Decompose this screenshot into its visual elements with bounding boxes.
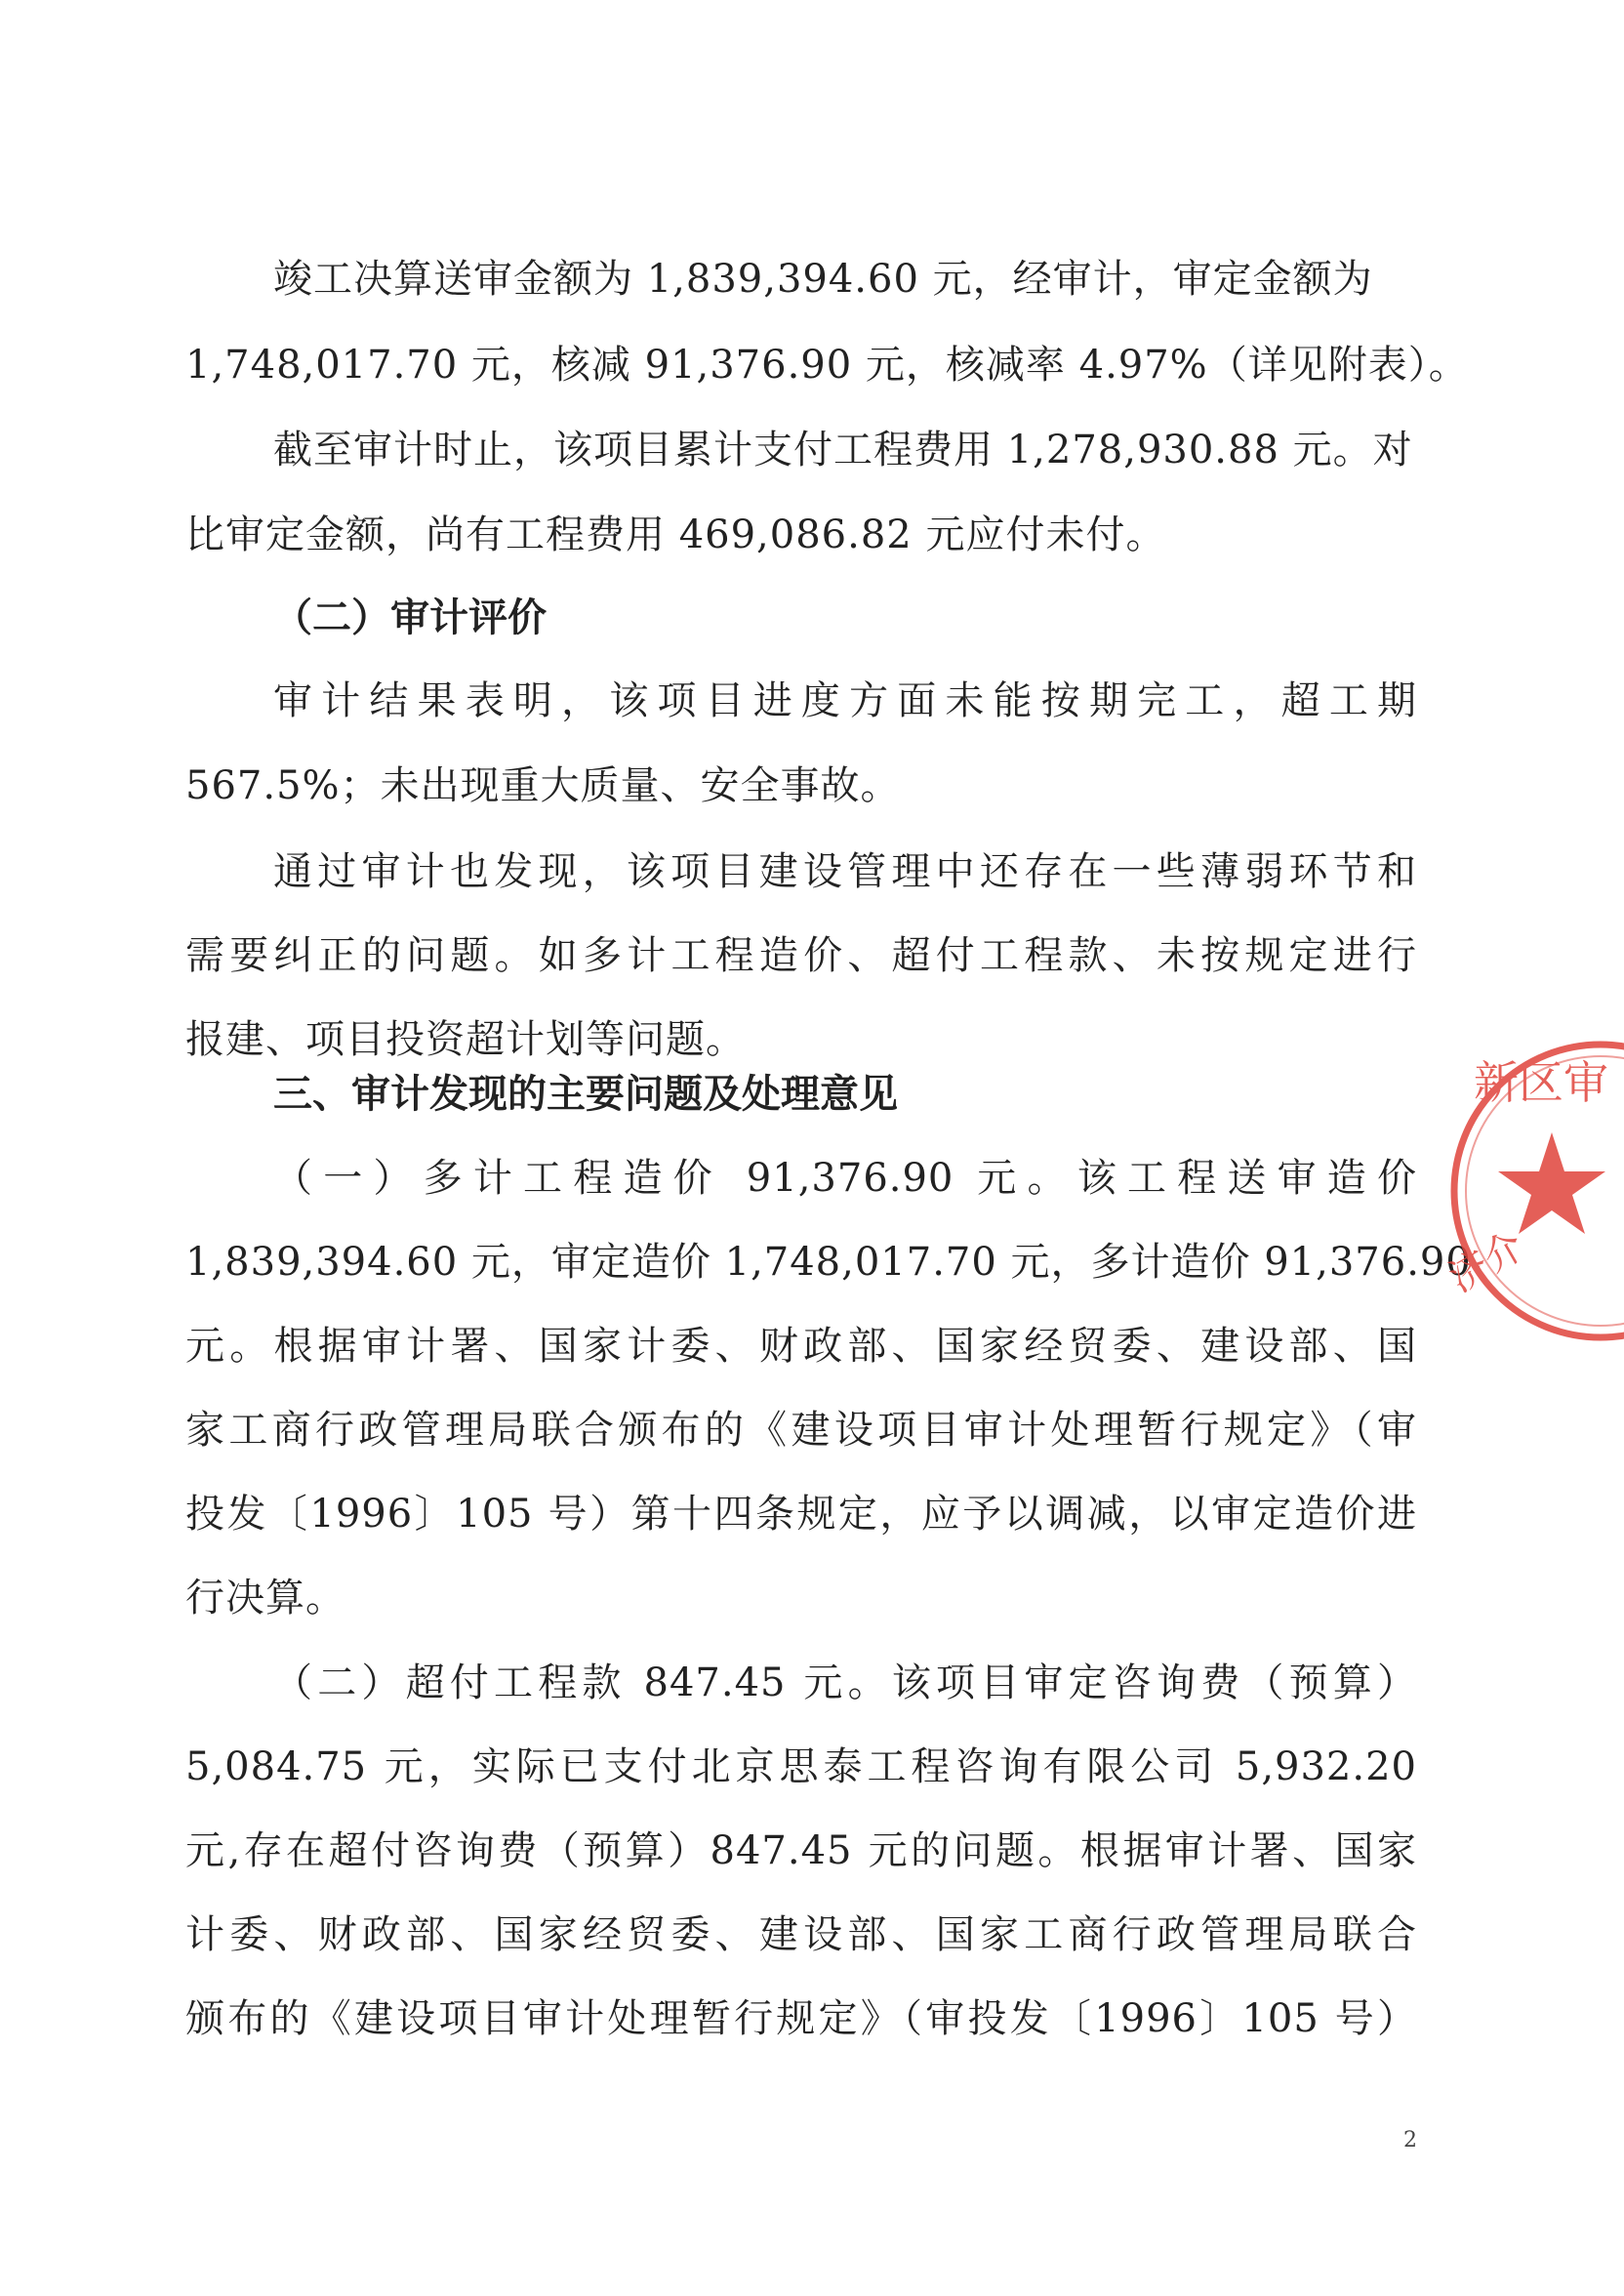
- paragraph-line: 报建、项目投资超计划等问题。: [185, 1017, 746, 1062]
- paragraph-line: 元,存在超付咨询费（预算）847.45 元的问题。根据审计署、国家: [185, 1828, 1417, 1873]
- section-heading-evaluation: （二）审计评价: [273, 595, 547, 640]
- page-number: 2: [1403, 2128, 1417, 2152]
- paragraph-line: 计委、财政部、国家经贸委、建设部、国家工商行政管理局联合: [185, 1912, 1417, 1957]
- paragraph-line: 567.5%；未出现重大质量、安全事故。: [185, 763, 901, 808]
- paragraph-line: 比审定金额，尚有工程费用 469,086.82 元应付未付。: [185, 512, 1166, 557]
- seal-text-bottom: 济介: [1441, 1223, 1532, 1301]
- paragraph-line: 通过审计也发现，该项目建设管理中还存在一些薄弱环节和: [273, 849, 1417, 894]
- paragraph-line: （一）多计工程造价 91,376.90 元。该工程送审造价: [273, 1156, 1417, 1201]
- paragraph-line: 行决算。: [185, 1576, 345, 1620]
- paragraph-line: 竣工决算送审金额为 1,839,394.60 元，经审计，审定金额为: [273, 257, 1373, 302]
- official-seal-stamp: [1435, 1025, 1624, 1347]
- paragraph-line: 颁布的《建设项目审计处理暂行规定》（审投发〔1996〕105 号）: [185, 1996, 1417, 2041]
- paragraph-line: 投发〔1996〕105 号）第十四条规定，应予以调减，以审定造价进: [185, 1492, 1417, 1537]
- paragraph-line: 1,748,017.70 元，核减 91,376.90 元，核减率 4.97%（详见附表）。: [185, 343, 1469, 388]
- paragraph-line: 需要纠正的问题。如多计工程造价、超付工程款、未按规定进行: [185, 933, 1417, 978]
- seal-star-icon: [1498, 1132, 1605, 1234]
- paragraph-line: 截至审计时止，该项目累计支付工程费用 1,278,930.88 元。对: [273, 428, 1413, 472]
- paragraph-line: 元。根据审计署、国家计委、财政部、国家经贸委、建设部、国: [185, 1324, 1417, 1369]
- seal-text-top: 新区审: [1474, 1056, 1608, 1109]
- paragraph-line: （二）超付工程款 847.45 元。该项目审定咨询费（预算）: [273, 1660, 1417, 1705]
- paragraph-line: 1,839,394.60 元，审定造价 1,748,017.70 元，多计造价 91,376.90: [185, 1240, 1472, 1285]
- paragraph-line: 审计结果表明，该项目进度方面未能按期完工，超工期: [273, 678, 1417, 723]
- section-heading-problems: 三、审计发现的主要问题及处理意见: [273, 1072, 898, 1117]
- paragraph-line: 家工商行政管理局联合颁布的《建设项目审计处理暂行规定》（审: [185, 1408, 1417, 1453]
- paragraph-line: 5,084.75 元，实际已支付北京思泰工程咨询有限公司 5,932.20: [185, 1744, 1417, 1789]
